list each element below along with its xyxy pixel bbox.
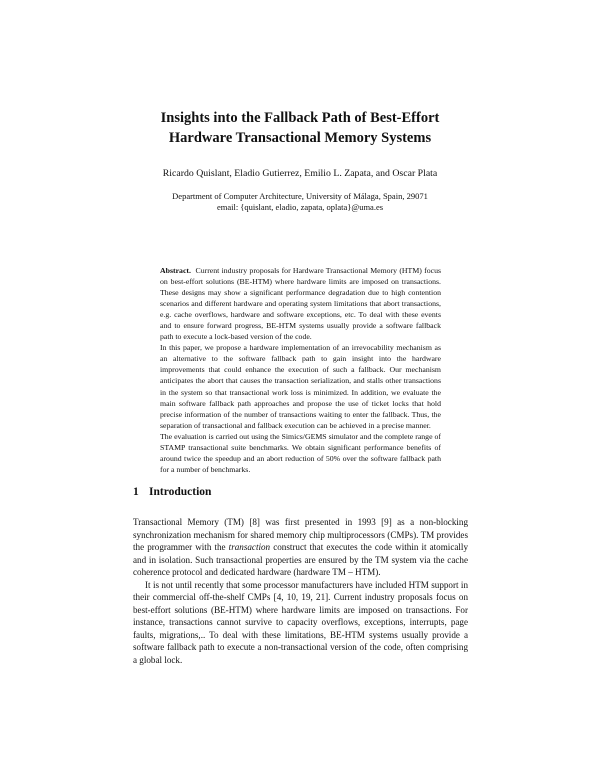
abstract-paragraph-2: In this paper, we propose a hardware implementation of an irrevocability mechanism as an alternative to the software fallback path to gain insight into the hardware improvements that could enhance the execution of such a fallback. Our mechanism anticipates the abort that causes the transaction serialization, and stalls other transactions in the system so that transactional work loss is minimized. In addition, we evaluate the main software fallback path approaches and propose the use of ticket locks that hold precise information of the number of transactions waiting to enter the fallback. Thus, the separation of transactional and fallback execution can be achieved in a precise manner. bbox=[160, 343, 441, 430]
introduction-body bbox=[133, 516, 468, 667]
affiliation-email: email: {quislant, eladio, zapata, oplata}@uma.es bbox=[216, 201, 384, 212]
abstract-paragraph-3: The evaluation is carried out using the Simics/GEMS simulator and the complete range of STAMP transactional suite benchmarks. We obtain significant performance benefits of around twice the speedup and an abort reduction of 50% over the software fallback path for a number of benchmarks. bbox=[160, 431, 441, 474]
intro-text-1a: Transactional Memory (TM) [8] was first presented in 1993 [9] as a non-blocking synchronization mechanism for shared memory chip multiprocessors (CMPs). TM provides the programmer with the bbox=[133, 517, 468, 553]
intro-paragraph-2: It is not until recently that some processor manufacturers have included HTM support in their commercial off-the-shelf CMPs [4, 10, 19, 21]. Current industry proposals focus on best-effort solutions (BE-HTM) where hardware limits are imposed on transactions. For instance, transactions cannot survive to capacity overflows, exceptions, interrupts, page faults, migrations,.. To deal with these limitations, BE-HTM systems usually provide a software fallback path to execute a non-transactional version of the code, often comprising a global lock. bbox=[133, 579, 468, 666]
abstract-label: Abstract. bbox=[160, 266, 191, 275]
abstract-paragraph-1 bbox=[160, 265, 441, 342]
section-heading bbox=[133, 486, 211, 498]
title-line-2: Hardware Transactional Memory Systems bbox=[168, 130, 432, 146]
title-line-1: Insights into the Fallback Path of Best-Effort bbox=[160, 110, 440, 126]
intro-emphasis: transaction bbox=[228, 542, 271, 553]
abstract-text-1: Current industry proposals for Hardware Transactional Memory (HTM) focus on best-effort solutions (BE-HTM) where hardware limits are imposed on transactions. These designs may show a significant performance degradation due to high contention scenarios and different hardware and operating system limitations that abort transactions, e.g. cache overflows, hardware and software exceptions, etc. To deal with these events and to ensure forward progress, BE-HTM systems usually provide a software fallback path to execute a lock-based version of the code. bbox=[160, 266, 442, 342]
intro-paragraph-1 bbox=[133, 516, 468, 579]
section-number: 1 bbox=[133, 486, 139, 498]
affiliation-department: Department of Computer Architecture, University of Málaga, Spain, 29071 bbox=[172, 191, 428, 201]
section-title: Introduction bbox=[149, 486, 212, 498]
affiliation bbox=[80, 191, 520, 212]
author-list: Ricardo Quislant, Eladio Gutierrez, Emilio L. Zapata, and Oscar Plata bbox=[162, 168, 438, 179]
intro-text-1b: construct that executes the code within it atomically and in isolation. Such transactional properties are ensured by the TM system via the cache coherence protocol and dedicated hardware (hardware TM – HTM). bbox=[133, 542, 468, 578]
abstract bbox=[160, 265, 441, 475]
paper-title bbox=[80, 108, 520, 148]
